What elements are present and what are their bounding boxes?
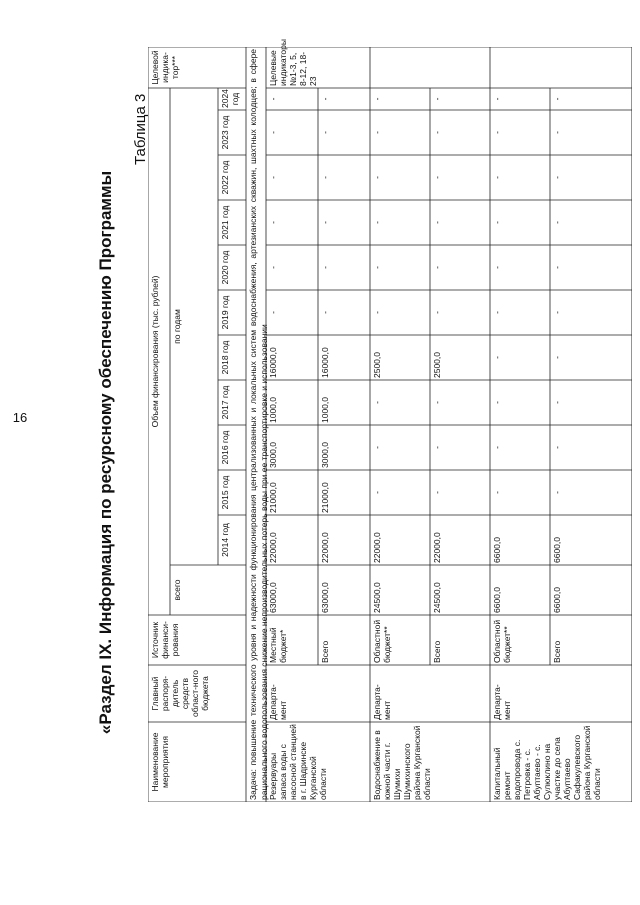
funding-year-value: - [432, 446, 442, 449]
header-year: 2018 год [220, 340, 230, 375]
funding-year-value: - [372, 311, 382, 314]
funding-year-value: - [552, 221, 562, 224]
funding-year-value: - [552, 131, 562, 134]
header-indicator: Целевой индика-тор*** [150, 50, 180, 85]
funding-total: 24500,0 [372, 582, 382, 613]
funding-year-value: - [372, 131, 382, 134]
header-year: 2017 год [220, 385, 230, 420]
funding-year-value: - [492, 131, 502, 134]
funding-year-value: 3000,0 [320, 442, 330, 468]
funding-year-value: - [432, 311, 442, 314]
funding-year-value: 22000,0 [372, 532, 382, 563]
funding-year-value: - [320, 131, 330, 134]
funding-year-value: - [320, 311, 330, 314]
funding-year-value: - [372, 446, 382, 449]
funding-year-value: - [492, 311, 502, 314]
funding-year-value: - [492, 97, 502, 101]
funding-source: Областной бюджет** [372, 619, 392, 663]
funding-year-value: 3000,0 [268, 442, 278, 468]
funding-source: Всего [552, 640, 562, 663]
funding-year-value: - [492, 221, 502, 224]
event-manager: Департа-мент [372, 684, 392, 720]
task-text: Задача: повышение технического уровня и надежности функционирования централизованных и локальных систем водоснабжения, артезианских скважин, шахтных колодцев; в сфере рационального водопользования снижение непроизводительных потерь воды при ее транспортировке и использовании [248, 49, 269, 800]
funding-year-value: - [492, 176, 502, 179]
funding-year-value: - [432, 131, 442, 134]
event-name: Водоснабжение в южной части г. Шумихи Шумихинского района Курганской области [372, 725, 432, 800]
funding-year-value: 6600,0 [552, 537, 562, 563]
header-by-years: по годам [172, 309, 182, 344]
funding-year-value: - [372, 491, 382, 494]
header-total: всего [172, 579, 182, 601]
funding-year-value: 21000,0 [268, 482, 278, 513]
funding-year-value: 16000,0 [268, 347, 278, 378]
funding-year-value: - [372, 401, 382, 404]
funding-total: 6600,0 [492, 587, 502, 613]
funding-total: 24500,0 [432, 582, 442, 613]
page-number: 16 [12, 410, 28, 425]
funding-year-value: - [552, 97, 562, 101]
header-year: 2014 год [220, 523, 230, 557]
funding-year-value: - [372, 97, 382, 101]
funding-year-value: 22000,0 [320, 532, 330, 563]
funding-year-value: - [320, 97, 330, 101]
funding-year-value: - [432, 266, 442, 269]
header-name: Наименование мероприятия [150, 732, 170, 792]
funding-year-value: - [268, 97, 278, 101]
header-year: 2020 год [220, 250, 230, 285]
event-name: Капитальный ремонт водопровода с. Петровка - с. Абуптаево - с. Сулюклино на участке до села Абуптаево Сафакулевского района Курганской области [492, 725, 602, 800]
funding-year-value: - [268, 221, 278, 224]
funding-source: Всего [320, 640, 330, 663]
funding-year-value: - [492, 356, 502, 359]
funding-year-value: - [320, 221, 330, 224]
header-manager: Главный распоря-дитель средств област-ного бюджета [150, 670, 210, 717]
funding-year-value: - [492, 491, 502, 494]
event-manager: Департа-мент [492, 684, 512, 720]
funding-year-value: 16000,0 [320, 347, 330, 378]
event-indicator: Целевые индикаторы №1-3, 5, 8-12, 18-23 [268, 39, 318, 86]
funding-year-value: - [552, 311, 562, 314]
funding-year-value: - [432, 176, 442, 179]
funding-year-value: - [432, 401, 442, 404]
header-volume: Объем финансирования (тыс. рублей) [150, 275, 160, 428]
event-indicator [492, 49, 630, 86]
funding-source: Местный бюджет* [268, 627, 288, 663]
funding-year-value: - [552, 491, 562, 494]
funding-year-value: - [372, 266, 382, 269]
funding-year-value: - [320, 176, 330, 179]
header-year: 2021 год [220, 205, 230, 240]
funding-year-value: - [320, 266, 330, 269]
funding-total: 63000,0 [320, 582, 330, 613]
event-indicator [372, 49, 488, 86]
resource-table [148, 39, 632, 802]
funding-year-value: - [552, 356, 562, 359]
funding-year-value: - [492, 266, 502, 269]
funding-year-value: - [492, 401, 502, 404]
funding-source: Всего [432, 640, 442, 663]
funding-total: 63000,0 [268, 582, 278, 613]
funding-year-value: - [432, 97, 442, 101]
event-name: Резервуары запаса воды с насосной станцией в г. Шадринске Курганской области [268, 724, 328, 800]
funding-source: Областной бюджет** [492, 619, 512, 663]
header-year: 2022 год [220, 160, 230, 195]
funding-year-value: 1000,0 [268, 397, 278, 423]
funding-year-value: 21000,0 [320, 482, 330, 513]
funding-year-value: - [492, 446, 502, 449]
funding-year-value: 2500,0 [432, 352, 442, 378]
event-manager: Департа-мент [268, 684, 288, 720]
funding-year-value: - [268, 266, 278, 269]
funding-year-value: 6600,0 [492, 537, 502, 563]
header-year: 2023 год [220, 115, 230, 150]
funding-year-value: 22000,0 [432, 532, 442, 563]
funding-year-value: - [372, 221, 382, 224]
funding-year-value: - [268, 311, 278, 314]
funding-year-value: - [268, 131, 278, 134]
funding-year-value: - [432, 221, 442, 224]
header-year: 2019 год [220, 295, 230, 330]
funding-year-value: - [552, 266, 562, 269]
section-heading: «Раздел IX. Информация по ресурсному обеспечению Программы [96, 170, 115, 735]
header-source: Источник финанси-рования [150, 621, 180, 659]
funding-year-value: 22000,0 [268, 532, 278, 563]
funding-year-value: - [432, 491, 442, 494]
funding-year-value: - [552, 446, 562, 449]
funding-year-value: 1000,0 [320, 397, 330, 423]
funding-year-value: - [268, 176, 278, 179]
funding-year-value: - [372, 176, 382, 179]
header-year: 2016 год [220, 430, 230, 465]
funding-year-value: 2500,0 [372, 352, 382, 378]
funding-year-value: - [552, 176, 562, 179]
funding-year-value: - [552, 401, 562, 404]
table-label: Таблица 3 [132, 93, 149, 165]
header-year: 2015 год [220, 475, 230, 510]
header-year: 2024 год [220, 89, 240, 108]
funding-total: 6600,0 [552, 587, 562, 613]
